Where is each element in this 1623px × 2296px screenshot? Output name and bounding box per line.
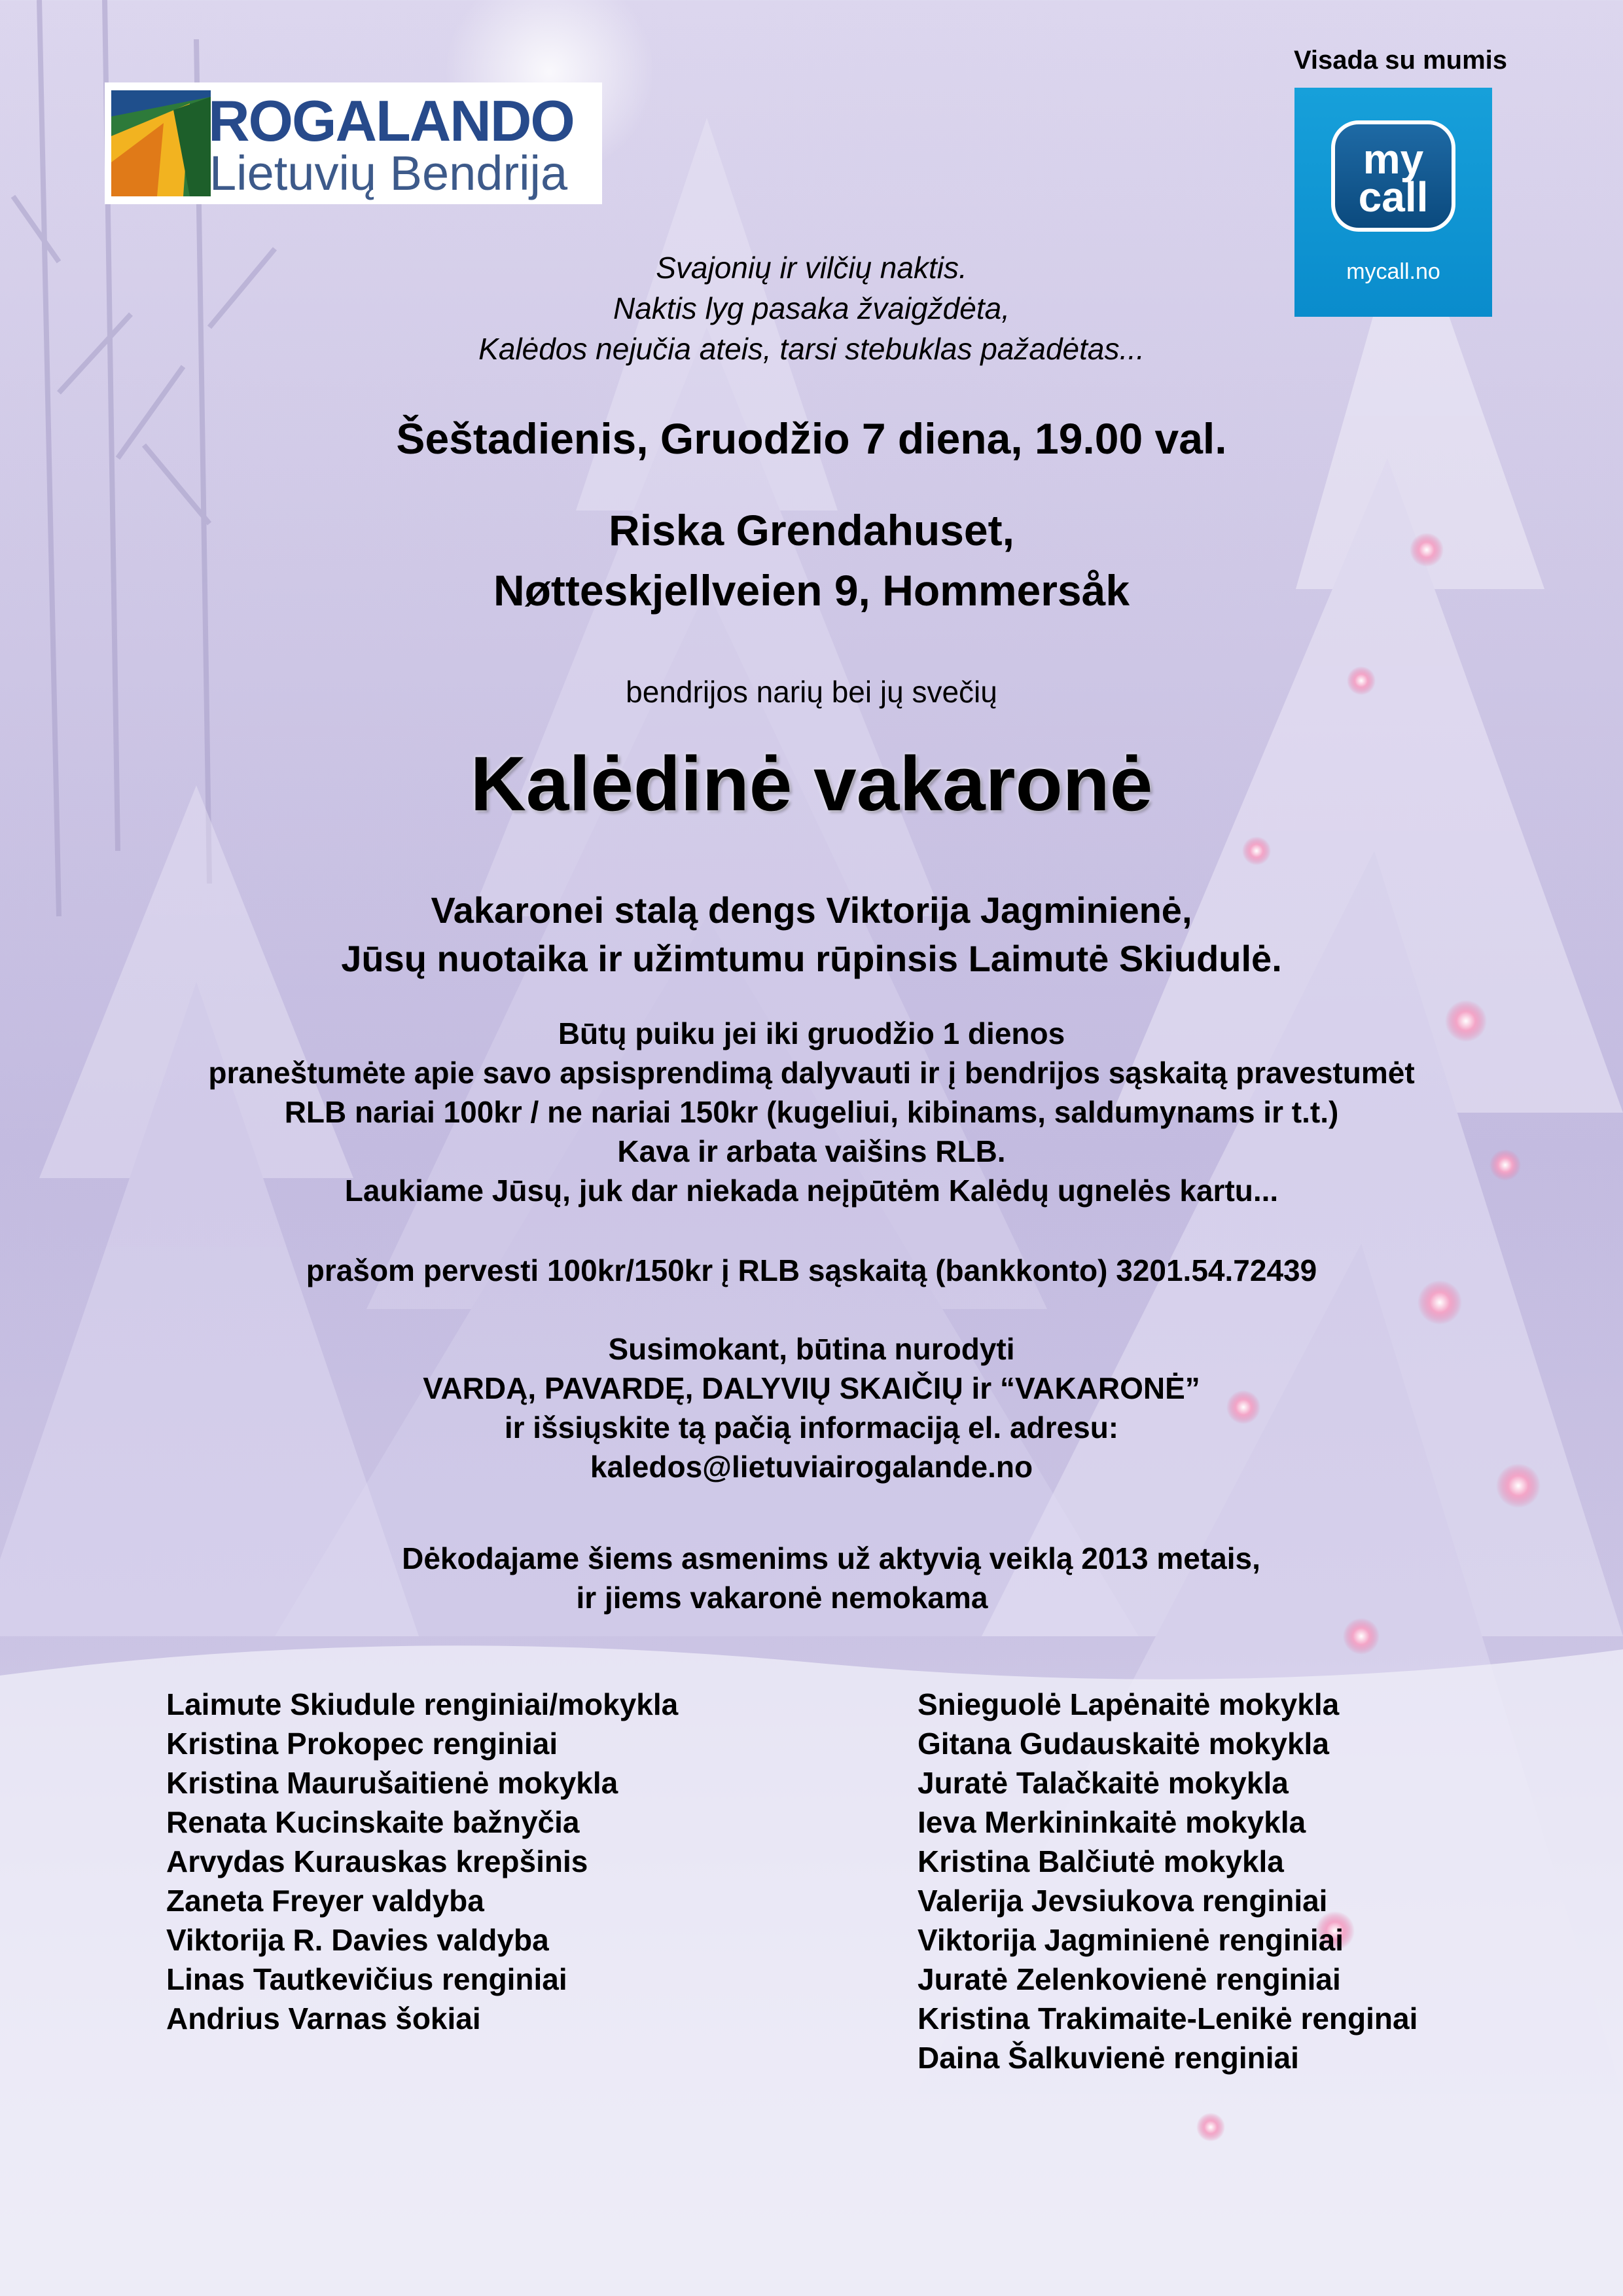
- event-title: Kalėdinė vakaronė: [470, 741, 1153, 827]
- contact-email: kaledos@lietuviairogalande.no: [590, 1450, 1033, 1484]
- sponsor-caption: Visada su mumis: [1293, 46, 1508, 75]
- list-item: Ieva Merkininkaitė mokykla: [918, 1805, 1306, 1839]
- details-line: praneštumėte apie savo apsisprendimą dalyvauti ir į bendrijos sąskaitą pravestumėt: [208, 1056, 1415, 1090]
- logo-title: ROGALANDO: [208, 88, 574, 153]
- list-item: Viktorija Jagminienė renginiai: [918, 1923, 1344, 1957]
- sponsor-url: mycall.no: [1346, 259, 1440, 284]
- volunteers-left-list: [166, 1685, 678, 2038]
- poem-line: Naktis lyg pasaka žvaigždėta,: [613, 291, 1010, 325]
- list-item: Kristina Trakimaite-Lenikė renginai: [918, 2001, 1418, 2036]
- hosts-line: Jūsų nuotaika ir užimtumu rūpinsis Laimutė Skiudulė.: [341, 938, 1282, 979]
- list-item: Viktorija R. Davies valdyba: [166, 1923, 549, 1957]
- details-line: Būtų puiku jei iki gruodžio 1 dienos: [558, 1016, 1065, 1050]
- list-item: Laimute Skiudule renginiai/mokykla: [166, 1687, 679, 1721]
- list-item: Valerija Jevsiukova renginiai: [918, 1884, 1328, 1918]
- mycall-badge-icon: [1331, 120, 1455, 232]
- badge-line1: my: [1363, 135, 1424, 183]
- logo-subtitle: Lietuvių Bendrija: [209, 146, 568, 200]
- list-item: Kristina Maurušaitienė mokykla: [166, 1766, 618, 1800]
- volunteers-right-list: [918, 1685, 1418, 2077]
- instructions-line: VARDĄ, PAVARDĘ, DALYVIŲ SKAIČIŲ ir “VAKARONĖ”: [423, 1371, 1200, 1405]
- list-item: Gitana Gudauskaitė mokykla: [918, 1727, 1329, 1761]
- list-item: Andrius Varnas šokiai: [166, 2001, 481, 2036]
- list-item: Juratė Talačkaitė mokykla: [918, 1766, 1289, 1800]
- rogalando-emblem-icon: [111, 90, 211, 196]
- hosts-line: Vakaronei stalą dengs Viktorija Jagminienė,: [431, 889, 1192, 931]
- poem-line: Svajonių ir vilčių naktis.: [656, 251, 967, 285]
- venue-address: Nøtteskjellveien 9, Hommersåk: [493, 566, 1130, 615]
- list-item: Kristina Balčiutė mokykla: [918, 1844, 1284, 1878]
- badge-line2: call: [1358, 173, 1429, 221]
- list-item: Snieguolė Lapėnaitė mokykla: [918, 1687, 1340, 1721]
- details-line: RLB nariai 100kr / ne nariai 150kr (kugeliui, kibinams, saldumynams ir t.t.): [284, 1095, 1339, 1129]
- thanks-line: Dėkodajame šiems asmenims už aktyvią veiklą 2013 metais,: [402, 1541, 1260, 1575]
- details-line: Laukiame Jūsų, juk dar niekada neįpūtėm Kalėdų ugnelės kartu...: [344, 1174, 1279, 1208]
- poem-line: Kalėdos nejučia ateis, tarsi stebuklas pažadėtas...: [478, 332, 1145, 366]
- details-line: Kava ir arbata vaišins RLB.: [617, 1134, 1006, 1168]
- payment-account: prašom pervesti 100kr/150kr į RLB sąskaitą (bankkonto) 3201.54.72439: [306, 1253, 1317, 1287]
- list-item: Linas Tautkevičius renginiai: [166, 1962, 567, 1996]
- venue-name: Riska Grendahuset,: [609, 506, 1014, 554]
- list-item: Kristina Prokopec renginiai: [166, 1727, 558, 1761]
- event-datetime: Šeštadienis, Gruodžio 7 diena, 19.00 val.: [396, 414, 1227, 463]
- list-item: Arvydas Kurauskas krepšinis: [166, 1844, 588, 1878]
- list-item: Juratė Zelenkovienė renginiai: [918, 1962, 1341, 1996]
- instructions-line: Susimokant, būtina nurodyti: [608, 1332, 1015, 1366]
- rogalando-logo: [105, 82, 602, 204]
- list-item: Zaneta Freyer valdyba: [166, 1884, 484, 1918]
- list-item: Daina Šalkuvienė renginiai: [918, 2041, 1299, 2075]
- thanks-line: ir jiems vakaronė nemokama: [576, 1581, 988, 1615]
- instructions-line: ir išsiųskite tą pačią informaciją el. adresu:: [504, 1410, 1119, 1444]
- event-intro: bendrijos narių bei jų svečių: [626, 675, 997, 709]
- list-item: Renata Kucinskaite bažnyčia: [166, 1805, 580, 1839]
